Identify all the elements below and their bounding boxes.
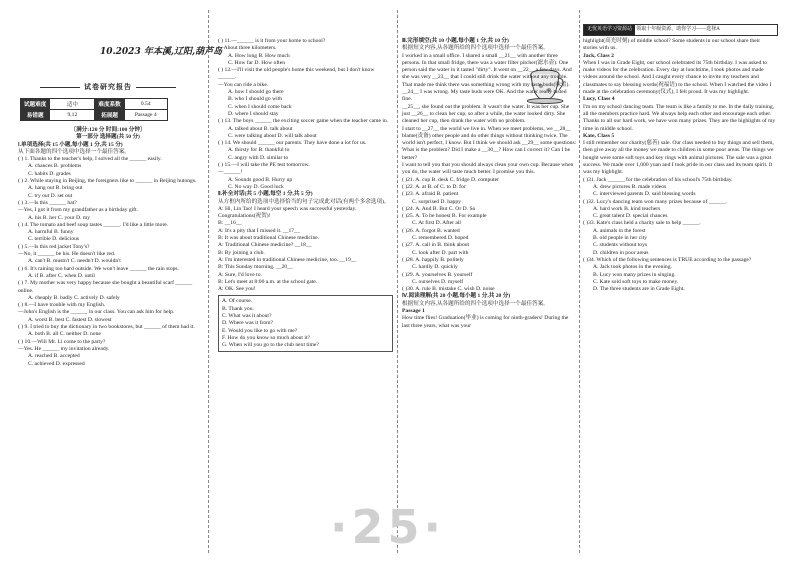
text-line: Ⅳ.阅读理解(共 20 小题,每小题 1 分,共 20 分): [402, 293, 511, 300]
text-line: —Yes. He ______ my invitation already.: [18, 345, 110, 352]
text-line: C. No way D. Good luck: [228, 183, 284, 190]
text-line: A. Sounds good B. Hurry up: [228, 176, 293, 183]
text-line: C. Kate sold soft toys to make money.: [593, 278, 679, 285]
text-line: B: By joining a club.: [218, 249, 265, 256]
dialogue-option: D. Where was it from?: [222, 320, 273, 327]
text-line: ( )25. A. To be honest B. For example: [402, 213, 487, 220]
text-line: C. were talking about D. will talk about: [228, 132, 317, 139]
table-cell: 0.54: [124, 99, 167, 110]
text-line: ( ) 8.—I have trouble with my English.: [18, 302, 106, 309]
header-right: 领取十年级资源，助你学习——选择A: [636, 27, 720, 32]
text-line: C. ourselves D. myself: [412, 278, 464, 285]
text-line: C. when I should come back: [228, 103, 292, 110]
text-line: D. where I should stay: [228, 110, 279, 117]
header-left: 无忧英语学习资源站: [584, 25, 635, 35]
dialogue-option: F. How do you know so much about it?: [222, 334, 310, 341]
text-line: C. achieved D. expressed: [28, 360, 85, 367]
text-line: Ⅲ.完形填空(共 10 小题,每小题 1 分,共 10 分): [402, 38, 509, 44]
text-line: A. cheaply B. badly C. actively D. safely: [28, 294, 120, 301]
text-line: highlight(高光时刻) of middle school? Some students in our school share their stories with us.: [583, 38, 761, 52]
text-line: I'm on my school dancing team. The team is like a family to me. In the daily training, all the members practice hard. We always help each other and encourage each other. Thanks to all our hard work, we have won many prizes. They are the highlights of my time in middle school.: [583, 103, 776, 132]
text-line: ( )30. A. rule B. mistake C. wish D. noise: [402, 286, 495, 293]
text-line: ( )22. A. at B. of C. to D. for: [402, 183, 466, 190]
text-line: A. thirsty for B. thankful to: [228, 147, 290, 154]
table-cell: 难度系数: [95, 99, 124, 110]
text-line: C. angry with D. similar to: [228, 154, 289, 161]
dialogue-option: E. Would you like to go with me?: [222, 327, 298, 334]
text-line: C. look after D. part with: [412, 249, 469, 256]
text-line: ( ) 9. I tried to buy the dictionary in two bookstores, but ______ of them had it.: [18, 324, 195, 331]
text-line: A: Sure, I'd love to.: [218, 271, 262, 278]
column-1: [18, 127, 198, 368]
text-line: ( )34. Which of the following sentences is TRUE according to the passage?: [583, 256, 752, 263]
text-line: B. who I should go with: [228, 96, 283, 103]
dialogue-option: A. Of course.: [222, 298, 253, 305]
section-instruction: 从下面各题的四个选项中选择一个最佳答案。: [18, 148, 130, 155]
text-line: A. hard work B. kind teachers: [593, 205, 661, 212]
text-line: C. great talent D. special chances: [593, 213, 668, 220]
text-line: Passage 1: [402, 307, 425, 314]
text-line: ( )21. A. cup B. desk C. fridge D. computer: [402, 176, 499, 183]
text-line: A. reached B. accepted: [28, 353, 80, 360]
report-table: [20, 98, 168, 121]
text-line: —Yes, I got it from my grandfather as a birthday gift.: [18, 207, 138, 214]
text-line: 从方框内所给的选项中选择恰当的句子完成此对话(有两个多余选项)。: [218, 198, 390, 205]
text-line: ( ) 7. My mother was very happy because she bought a beautiful scarf ______ online.: [18, 280, 193, 294]
dialogue-option: C. What was it about?: [222, 312, 272, 319]
text-line: ( ) 6. It's raining too hard outside. We won't leave ______ the rain stops.: [18, 265, 180, 272]
text-line: ( ) 11.—______ is it from your home to school?: [218, 38, 326, 44]
text-line: I start to __27__ the world we live in. When we meet problems, we __28__ blame(责备) other people and do other things without thinking twice. The world isn't perfect, I know. But I think we should ask __29__ some questions: What is the problem? Did I make a __30__? How can I correct it? Can I be better?: [402, 125, 577, 161]
text-line: D. The three students are in Grade Eight.: [593, 286, 685, 293]
text-line: ( ) 12.—I'll visit the old people's home this weekend, but I don't know ______.: [218, 67, 375, 81]
exam-title: 10.2023 年本溪,辽阳,葫芦岛: [100, 47, 223, 57]
text-line: A. How long B. How much: [228, 52, 290, 59]
text-line: —You can ride a bike.: [218, 81, 269, 88]
text-line: ( ) 14. We should ______ our parents. They have done a lot for us.: [218, 140, 367, 147]
text-line: A. drew pictures B. made videos: [593, 183, 667, 190]
text-line: —About three kilometers.: [218, 45, 277, 52]
header-banner: [583, 24, 778, 36]
dialogue-option: G. When will you go to the club next time?: [222, 342, 319, 349]
table-cell: Passage 4: [124, 110, 167, 121]
text-line: C. interviewed parents D. said blessing words: [593, 191, 696, 198]
text-line: ( )27. A. call in B. think about: [402, 242, 470, 249]
text-line: A: Hi, Lin Tao! I heard your speech was successful yesterday. Congratulations(祝贺)!: [218, 205, 357, 220]
text-line: B: __16__: [218, 220, 242, 227]
text-line: A. worst B. best C. fastest D. slowest: [28, 316, 112, 323]
text-line: C. try out D. set out: [28, 192, 73, 199]
text-line: Ⅱ.补全对话(共 5 小题,每空 1 分,共 5 分): [218, 191, 313, 198]
text-line: ( )28. A. happily B. politely: [402, 256, 464, 263]
column-3: [402, 38, 577, 330]
table-row: [21, 99, 168, 110]
text-line: ( ) 4. The tomato and beef soup tastes ______. I'd like a little more.: [18, 221, 169, 228]
column-divider: [579, 10, 580, 553]
text-line: A. how I should go there: [228, 89, 284, 96]
table-cell: 试题难度: [21, 99, 50, 110]
text-line: C. students without toys: [593, 242, 648, 249]
table-cell: 易错题: [21, 110, 50, 121]
text-line: B: Let's meet at 8:00 a.m. at the school gate.: [218, 278, 318, 285]
question-list: [18, 156, 198, 368]
text-line: —No, it ______ be his. He doesn't like red.: [18, 251, 116, 258]
text-line: ( ) 1. Thanks to the teacher's help, I solved all the ______ easily.: [18, 156, 162, 163]
dialogue-option: B. Thank you.: [222, 305, 254, 312]
text-line: A. if B. after C. when D. until: [28, 272, 95, 279]
text-line: When I was in Grade Eight, our school celebrated its 75th birthday. I was asked to make videos for the celebration. Every day at lunchtime, I took photos and made videos around the school. And I caught every chance to invite my teachers and classmates to say blessing words(祝福语) to the school. When I watched the video I made at the celebration ceremony(仪式), I felt proud. It was my highlight.: [583, 59, 772, 96]
text-line: A: It's a pity that I missed it. __17__: [218, 227, 300, 234]
text-line: __25__, she found out the problem. It wasn't the water. It was her cup. She just __26__ to clean her cup, so after a while, the water looked dirty. She cleaned her cup, then drank the water with no problem.: [402, 103, 570, 125]
meta: 〔满分:120 分 时间:100 分钟〕: [70, 127, 146, 133]
text-line: —______!: [218, 169, 243, 176]
text-line: A. both B. all C. neither D. none: [28, 331, 101, 338]
column-divider: [208, 10, 209, 553]
column-2: [218, 38, 393, 352]
text-line: ( )29. A. yourselves B. yourself: [402, 271, 473, 278]
text-line: C. terrible D. delicious: [28, 236, 80, 243]
text-line: A. animals in the forest: [593, 227, 646, 234]
text-line: Lucy, Class 4: [583, 96, 615, 103]
table-cell: 拓展题: [95, 110, 124, 121]
text-line: A. chances B. problems: [28, 163, 82, 170]
text-line: A: Traditional Chinese medicine? __18__: [218, 242, 312, 249]
text-line: 根据短文内容,从各题所给的四个选项中选择一个最佳答案。: [402, 45, 549, 52]
question-list: [583, 38, 776, 293]
text-line: Kate, Class 5: [583, 132, 615, 139]
text-line: ( )32. Lucy's dancing team won many prizes because of ______.: [583, 198, 727, 205]
section-title: Ⅰ.单项选择(共 15 小题,每小题 1 分,共 15 分): [18, 141, 123, 148]
text-line: B. Lucy won many prizes in singing.: [593, 271, 676, 278]
text-line: A: OK. See you!: [218, 286, 256, 293]
text-line: A. his B. her C. your D. my: [28, 214, 90, 221]
dialogue-options-box: [218, 295, 393, 352]
text-line: A. talked about B. talk about: [228, 125, 293, 132]
text-line: ( ) 13. The boys ______ the exciting soccer game when the teacher came in.: [218, 118, 389, 125]
text-line: Jack, Class 2: [583, 52, 614, 59]
table-cell: 适中: [50, 99, 95, 110]
text-line: D. children in poor areas: [593, 249, 649, 256]
text-line: C. remembered D. hoped: [412, 235, 469, 242]
text-line: ( ) 2. While staying in Beijing, the foreigners like to ______ in Beijing hutongs.: [18, 178, 197, 185]
table-cell: 9,12: [50, 110, 95, 121]
text-line: C. hardly D. quickly: [412, 264, 458, 271]
text-line: I worked in a small office. I shared a small __21__ with another three persons. In that small fridge, there was a water filter pitcher(滤水壶). One person said the water in it tasted "dirty". It went on __22__ a few days. And she was very __23__ that I could still drink the water without any trouble. That made me think there was something wrong with my taste buds(味蕾). __24__ I was wrong. My taste buds were OK. And the water really tasted fine.: [402, 52, 572, 103]
table-row: [21, 110, 168, 121]
page-number-watermark: ·25·: [330, 500, 445, 554]
text-line: C. surprised D. happy: [412, 198, 461, 205]
column-divider: [397, 10, 398, 553]
text-line: A. harmful B. funny: [28, 229, 74, 236]
text-line: How time flies! Graduation(毕业) is coming for ninth-graders! During the last three years, what was your: [402, 315, 569, 329]
text-line: —John's English is the ______ in our class. You can ask him for help.: [18, 309, 175, 316]
text-line: A. can't B. mustn't C. needn't D. wouldn't: [28, 258, 121, 265]
text-line: B. old people in her city: [593, 235, 648, 242]
text-line: ( )31. Jack ______ for the celebration of his school's 75th birthday.: [583, 176, 733, 183]
text-line: A. hang out B. bring out: [28, 185, 83, 192]
text-line: A: I'm interested in traditional Chinese medicine, too. __19__: [218, 256, 357, 263]
report-title: 试卷研究报告: [18, 82, 198, 92]
text-line: B: This Sunday morning. __20__: [218, 264, 293, 271]
text-line: C. habits D. grades: [28, 170, 71, 177]
column-4: [583, 38, 776, 293]
text-line: ( ) 15.—I will take the PE test tomorrow.: [218, 162, 310, 169]
text-line: C. How far D. How often: [228, 59, 286, 66]
text-line: ( )24. A. And B. But C. Or D. So: [402, 205, 476, 212]
question-list: [218, 38, 393, 293]
text-line: ( ) 5.—Is this red jacket Tony's?: [18, 243, 90, 250]
text-line: ( )23. A. afraid B. patient: [402, 191, 459, 198]
text-line: ( ) 3.—Is this ______ hat?: [18, 199, 77, 206]
text-line: 根据短文内容,从各题所给的四个选项中选择一个最佳答案。: [402, 300, 549, 307]
text-line: ( ) 10.—Will Mr. Li come to the party?: [18, 338, 106, 345]
text-line: C. At first D. After all: [412, 220, 461, 227]
text-line: I still remember our charity(慈善) sale. Our class needed to buy things and sell them, then give away all the money we made to children in some poor areas. The things we bought were some soft toys and key rings with animal pictures. The sale was a great success. We made over 1,000 yuan and I took pride in our class and its team spirit. It was my highlight.: [583, 140, 774, 176]
text-line: B: It was about traditional Chinese medicine.: [218, 235, 320, 242]
question-list: [402, 38, 577, 330]
part-title: 第一部分 选择题(共 50 分): [76, 134, 140, 141]
text-line: I want to tell you that you should always clean your own cup. Because when you do, the water will taste much better. I promise you this.: [402, 162, 574, 176]
text-line: ( )33. Kate's class held a charity sale to help ______.: [583, 220, 701, 227]
text-line: A. Jack took photos in the evening.: [593, 264, 672, 271]
text-line: ( )26. A. forgot B. wanted: [402, 227, 460, 234]
